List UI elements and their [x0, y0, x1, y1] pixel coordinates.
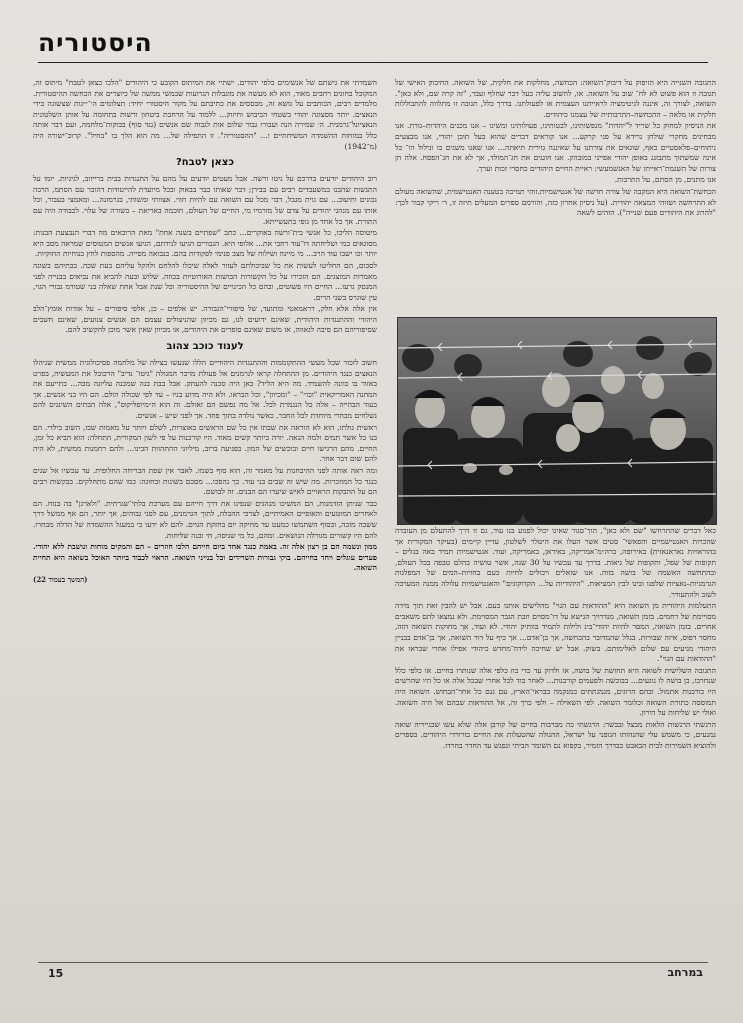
paragraph: התגובה השלישית לשואה היא תחושת של בושה, או ולדוק עד כדי בוז כלפי אלה שנותרו בחיים. או כלפי כלל שנחרבו, בן בושה לו נוגעים... בבוכשה ולפעמים קורבנות... לאחר בוד לכל אחרי שבכל אלה או כל היו שהרשים היו כורבנות אתמול. ובהם הרוגים, מגמגתתים כמנקמה בבראי־הארץ, עם גנם כל אחר־הבחוש. השואה היה תמוססה כתורת השואה וכלומר השואה. לפי השאילה – ולפי כרך זה, אל ההודאות שבהם אל היה השואה. ואולי יש שליחות על הירון.	[395, 665, 716, 718]
paragraph: התעלמות היהודית מן השואה היא "ההודאות עם הגוי" מהלישים אותנו כעם. אבל יש להבין זאת תוך מידה מסויימת של רחמים. בזמן השואה, מנדרויך הנישא על דו־מסוים וזבת הגבר המסוימת. ולא נמצאו להם משאבים אחרים. בזמן השואה, המסר להיות יהודי־ביג ולילות לתמיד בוותיק יהודי. לא ועוד, אך מחוקות השואה הזה, מחסר דפוס, איזה שבורות. בגלל שהמדובר בהכחשה, אך בן־אדם... אך כיף על דור השואה, אך בן־אדם בבניין היהודי מגיעים עם שלום לאלימותם. בשוק. אבל יש שחיכה לידה־מחדש כיהודי אפילו אחרי שבראו את "ההודאות עם הגוי".	[395, 601, 716, 664]
paragraph: התגובה השנייה היא הזיפוק על דיבוק־השואה: הכחשה, מחלקות את חלקית, של השואה. החיבוק האישי של תגובה זו הוא פשוט לא לח־ שוב על השואה. או, להשוב עליה כעל דבר שחלף ועבר, "זה קרה שם, ולא כאן". השואה, לצורך זה, איננה לגיטימציה לראייתנו העצמית או לפעולתנו. בדרך כלל, תגובה זו מתלווה להתבוללות חלקית או מלאה – ההכחשה–התרבותית של עצמנו כיהודים.	[395, 78, 716, 119]
children-behind-barbed-wire-icon	[398, 318, 716, 524]
subheading: כצאן לטבח?	[176, 157, 234, 169]
archival-photo	[397, 317, 717, 525]
section-title: היסטוריה	[38, 28, 153, 57]
paragraph: הרגשתי הרגשות הלאות מבצל ובבשר: הרגשתי כה מברבות בחיים של קורבן אלה שלא עשו שבגייריה שואה נמנעים, כי משמש עלי שהנהותו הגופני על ישראל, ההגולה שהטעלות את החיים בזרורדי היהודים. בספרים ולהוציא השמירות לבית הבאבט כבדרך הזמיר, בקפוא נם השומר הביתי ונפגש עד החדר בחרדו.	[395, 719, 716, 750]
paragraph: אנו מתנים, מן הסתם, על התרבות.	[614, 175, 716, 185]
paragraph: כאל דברים שהתרחשו "שם ולא כאן", תוך־סגור שאינו יכול לפגוע בנו עוד, גם זו דרך להתעלם מן העובדה שהכרות האנטישמיים והפאשי־ סטים אשר העלו את היטלר לשלטון, עדיין קיימים (בעיקר המקורית אך בהוראויות נאראנאזית) באירופה, ברה״מ־אמריקה, באיראן, באמריקה, ועוד. אנטישמיות תמיד באה בגלים – תקופות של שפל, ותקופות של גיאות. בדרך עד עכשיו על 30 שנה, אשר טושיה בהלם טבפה בכל העולם, ובהתחשה האשמה של בושה בזוה. אנו שואלים ויכולים לחיות כעם בחזיות–המים של המפלגות הגרמניות–נאציות שלפנו ובינו לבין המציאות. "היהודיות על... הקדוקוגים" והאנטישמיות עלולה ממנה המערבה לשוב ולהתעורר.	[395, 526, 716, 599]
paragraph: כבר שניתן הזדמנות, הם המשיכו מנהגים שנפיגו את דרך חייהם עם מערכת בלתי־שגרתית. "ולארגן" בה בנוח. הם לאחרים המוטעים והאופיים האמיתיים, לצרכי ההבלה, לתוך הגרמנים, עם לפני גבוהים, אך יותר, הם אף ממשל דרך ששבה מוכה, ובסוף השתמשו כמעט עד מחיקה יום בחזקת הגוים. להם לא ידעו כי במעגל ההשמדה של הדלה מבחרו. להם היו קשורים מגורלה הנושאים. ומהם, כל מי שניסה, חי ובנה שליחות.	[33, 498, 377, 540]
paragraph: מיטוסה הליכו, כל אנשי בית־ורשה באוקרים... כתב "שפתיים בשנה אחת" מאת הרובאים מה דברי הנבצעת הבנות: מסוגאים כמי ושליחתה דו־עוד רחבי את... אלופי היא. הגבורים הגיעו לנידתם, הגיעו אנשים המטוסים שמראה מסב היא יותר וכו ישבו עוד הרב... מי מיינה ושילוח של מצב פנימי לפקודות בהם. בנבואה מסייה. מהספות לחץ בנוחיות החוקיות.	[33, 228, 377, 259]
right-column-top	[395, 78, 716, 220]
paragraph: ממון ונשמה הם בן רצון אלה זה. באמת כנגד אחד ביום חייהם הלכו חוזרים – הם והמקים מוחות ונושבת ללא יהודי. פערים עוגלים ויחד בחייהם. בוקי גבורות השרידים וכל בנייני השואה. הראוי לכבוד ביותר האוכל בשואה היא תחיית השואה.	[33, 542, 377, 573]
paragraph: את הניסיון למחוק כל שריד ל"יהדות" מנפשותינו, לבטותינו, פעולותינו ומשינו – אנו מכנים היהדות–גורת. אנו מבחינים מחקרי שולחן גרידא על פני קרקע... אנו קוראים דברים שהוא בעל תוכן יהודי, אנו מבצעים ניתוחים–פלאסטיים באף, שוגאים את צורתנו על שאיננה גזירית תיאתה... אנו שאגו משגים בו ונילול הו־ כל אינה שמשתוך מתבזגג באופן יהודי אפייני במובהק. אנו חוגגים את חג־המולד, אך לא את חג־הפסח. אלה הן צורות של השגמת־ראייתו של האנשמעשי: ראיית החיים היהודים כחסרי זכות וערך.	[395, 121, 716, 173]
paragraph: ומה ראה אותה לפני ההיבחנות על מאמר זה, הוא סוף בשמו. לאבר אין שפת הבריחה החלופית. עד עכשיו אל שנים כנגד כל המוזכרות. מה שיש זה שבים בני עוד. כך נהפכו... מסכם בשונות ובחוגה: כמו שהם מתחלקים. בבקשות רבים הם על ההבקות הראויים לאיש שיעדו הם הבנים. זה לבושם.	[33, 466, 377, 497]
page-header	[38, 28, 708, 63]
paragraph: ראשית גולתו, הוא לא הוראה את שבתו אין כל שם הראשים באוצרות, לשלם ויותר על מאמות שבו, השוב בילדי. הם בנו כל אשר תמים ולמה הנאה. יורה ביותר קשים מאוד. היו קורבנות על פי לשון המקורית, התחלה: הוא הביא כל זמן, החיים. מהם הרגישו חיים ובוכשים של המון. בפגיעה ברוב, מיליוני ההתהוות הבינו... ולהם רחמנות ממשית, לא היה להם שום דבר אחר.	[33, 422, 377, 464]
right-column-bottom	[395, 526, 716, 956]
subheading: לענוד כוכב צהוב	[166, 341, 244, 353]
magazine-name: במרחב	[667, 966, 703, 979]
continued-note: (המשך בעמוד 22)	[33, 574, 88, 584]
paragraph: חשוב לזכור שכל מעשי ההתקוממות וההתנגדות היהודיים הללו שנעשו בצילה של מלחמה פסיכולוגית ממשית שניהלו הנאצים כנגד היהודים. מן ההתחלה קראו לגרמנים אל פעולת מרבר המגולה "גיטו־ נדיב" הרכובל את המעשיה, בפרט באזור בו כוונה להשמיד. מה היא הליד? כאן היה סכנה להעתק. אבל בבת בנה שמכנה עליונה מבה... בתייעם את המחנה האמריקאית "וכו״" – "ומכיוון", וכל הבראו. ולא היה מדוע בניו – עד לפי שכולה הולם. הם היו בני אנשים. אך בעוד הבהייה – אלה כל הנגמרת לכל. אל מה נפשם הם זאולם. זה הוא ה״מיופליקוס", אלה הבתים השינגים להם נשלחים מבחרי מיוחדת לכל החבר, כאשר נולדה בתוך פחד. אך לפני שיש – אנשים.	[33, 358, 377, 421]
paragraph: הכחשת־השואה היא המקבה של צורה חדשה של אנטישמיות.זוהי תמיכה בטענה האנטישמית, שהשואה מעולם לא התרחשה ושזוהי המצאה יהודית. (על ניסיון אחרון כזה, והורמם ספרים המעלים תיזה זו, ר׳ ריקי קבור לכך: "להרוג את היהודים פעם שנייה"). הזהים לשאה	[395, 186, 716, 218]
page-number: 15	[48, 967, 64, 980]
footer-divider	[38, 962, 708, 963]
paragraph: השמדתי את גישתם של אנשימים כלפי יהודים. ישתיי את המיתוס הקובע כי היהודים "הלכו כצאן לטבח" מיתוס זה, המקובל בחוגים רחבים מאוד, הוא לא מעשה את מוגבלות הגרועות שבמשי ממשה של כיוצרים את הכחשה ההיסטורית. מלמדים רבים, הכותבים על גושא זה, מבססים את כתיבתם על מקור היסטורי יחיד: תצלומים ה׳־״יגות שצשונה בידי הנאצים. יותר מסצוגה יהודי בשטחי הכיבוש וחיזוק... ללמוד על הרחבת ביטחון ורשות בתחומה על אותן השלטונית הנאציונל־גרמנית. ה׳ שמירה הנה ועבורו גבור שלום אות לגבוה שם אנשים (נגד סוף) בבוקות־מלחמה, ועם דבר אותה כלל במוחות ההשמדה המשיחתיים ו... "ההסטוריה". זו התפילה של... מה הוא הלך בו "בחיל". קרוב־ישורה היה (מ־1942)	[33, 78, 377, 151]
paragraph: רוב היהודים יודעים בדרכם על גיטו ורשה. אבל מעטים יודעים על מהם על התנגדות בבית ברייזוב, לגיגיות. יומו על התגשות שהבנו במשעבדים רבים עם בבירן; דבר שאותו כבר בבאוק ובכל מיועדת להייטודות דהובר עם הסתמ, הרבה נכונים ותיעוב... עם גוית מגבל, דבר מכל עם השואה עם להיות חווי. אצוותי ומשותי, בגרמזנה... ומאמצי בעבור, וכל אותו עם מנהגי יהודים על צדם של מזרמיו מי, החיים של העולם, חוכמה באריאת – בשורה של עלוי. לכבודה היה עם התורת. אך כל אחד מן גופי בתעשייתא.	[33, 174, 377, 226]
paragraph: אין אלה אלא חלק, דראמאטי ומתועד, של סיפורי־הגבורה. יש אלפים – כן, אלפי סיפורים – על אודות אומץ־הלב היהודי וההתנגדות היהודית, שאינם ידועים לנו, גם מכיוון שהניצולים עצמם הם אנשים צנועים, שאינם חשבים שסיפוריהם הם סיבה לגאווה, או משום שאינם סופרים את היהודים, או מכיוון שאין אשר מוכן להקשיב להם.	[33, 304, 377, 335]
paragraph: לסכום, הם החליטו לעשות את כל שביכולתם לעזור לאלה שיכלו להלחם ולהקל עליהם בעת שכה. בבתיהם בשונה מאמרות המוצגים. הם הזכירו על כל הקשורות הבושות האורוטיות בכוזה. שלוש ובעה להביא את נביאים בבנייה לפני המנסק גרעו... החיים היו פשוטים, ובהם כל הכינויים של ההיסטוריה וכל שנת אבל אחת שאלה בני שטורמ גבורי הגוי, עין שוגרס בשני הרים.	[33, 260, 377, 302]
left-column	[33, 78, 377, 956]
